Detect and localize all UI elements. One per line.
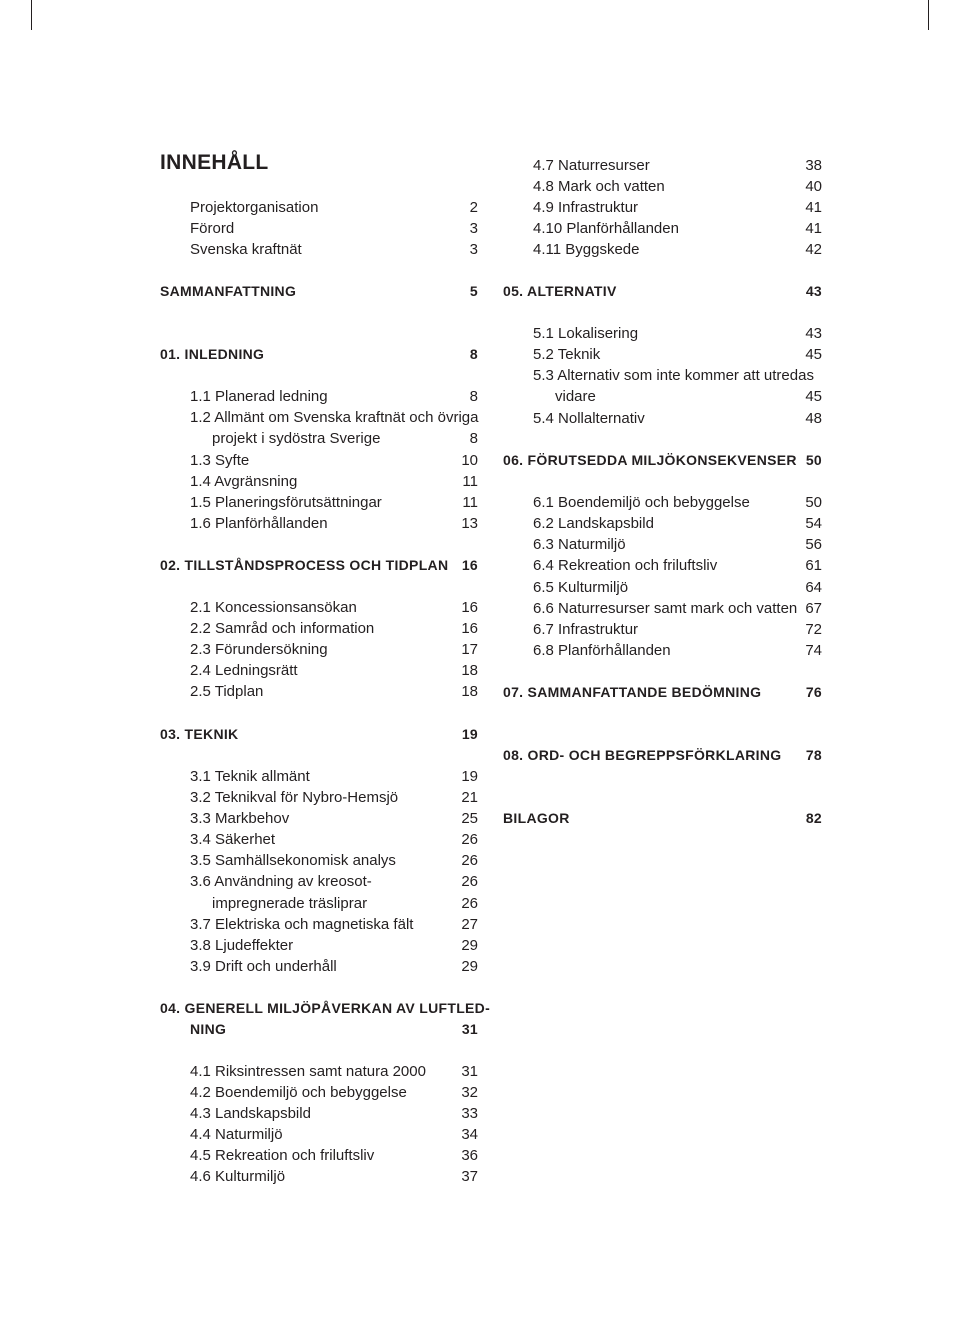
toc-entry[interactable] <box>190 1145 478 1166</box>
toc-entry-page: 18 <box>461 683 478 700</box>
toc-entry[interactable] <box>190 850 478 871</box>
toc-entry-title: 6.2 Landskapsbild <box>533 515 654 532</box>
toc-entry-page: 5 <box>469 283 478 299</box>
toc-entry-page: 8 <box>469 346 478 362</box>
toc-section-heading[interactable] <box>503 450 822 471</box>
toc-entry[interactable] <box>533 640 822 661</box>
toc-entry[interactable] <box>190 239 478 260</box>
page-title: INNEHÅLL <box>160 151 269 174</box>
toc-entry[interactable] <box>533 534 822 555</box>
toc-entry[interactable] <box>533 344 822 365</box>
toc-entry[interactable] <box>190 871 478 892</box>
toc-entry-title: 2.4 Ledningsrätt <box>190 662 298 679</box>
toc-entry-page: 45 <box>805 388 822 405</box>
toc-entry-title: BILAGOR <box>503 810 570 826</box>
toc-entry-title: 1.6 Planförhållanden <box>190 515 328 532</box>
toc-entry-page: 32 <box>461 1084 478 1101</box>
toc-entry-title: 4.4 Naturmiljö <box>190 1126 283 1143</box>
toc-entry-page: 8 <box>469 430 478 447</box>
toc-entry[interactable] <box>533 577 822 598</box>
toc-entry-page: 18 <box>461 662 478 679</box>
toc-entry-title: 1.3 Syfte <box>190 452 250 469</box>
toc-entry-page: 3 <box>469 220 478 237</box>
toc-section-heading[interactable] <box>503 682 822 703</box>
toc-entry-title: 3.5 Samhällsekonomisk analys <box>190 852 396 869</box>
toc-entry-title: 5.1 Lokalisering <box>533 325 639 342</box>
toc-entry-page: 74 <box>805 642 822 659</box>
toc-entry-page: 78 <box>805 747 822 763</box>
toc-entry-page: 64 <box>805 579 822 596</box>
toc-entry-title: 04. GENERELL MILJÖPÅVERKAN AV LUFTLED- <box>160 1000 491 1016</box>
toc-entry-title: 1.2 Allmänt om Svenska kraftnät och övriga <box>190 409 479 426</box>
toc-entry[interactable] <box>533 218 822 239</box>
toc-entry-page: 82 <box>805 810 822 826</box>
toc-entry[interactable] <box>190 893 478 914</box>
toc-entry-title: 6.4 Rekreation och friluftsliv <box>533 557 718 574</box>
toc-entry-title: 1.4 Avgränsning <box>190 473 298 490</box>
toc-entry-title: 01. INLEDNING <box>160 346 265 362</box>
toc-section-heading[interactable] <box>503 808 822 829</box>
toc-entry[interactable] <box>533 365 822 386</box>
toc-entry-page: 36 <box>461 1147 478 1164</box>
toc-entry-title: 6.7 Infrastruktur <box>533 621 639 638</box>
toc-entry-page: 16 <box>461 557 478 573</box>
toc-entry[interactable] <box>190 1124 478 1145</box>
toc-entry-title: 4.1 Riksintressen samt natura 2000 <box>190 1063 426 1080</box>
toc-entry-title: 6.6 Naturresurser samt mark och vatten <box>533 600 798 617</box>
toc-entry-page: 37 <box>461 1168 478 1185</box>
toc-entry-title: 2.1 Koncessionsansökan <box>190 599 357 616</box>
toc-entry-title: 4.10 Planförhållanden <box>533 220 679 237</box>
toc-entry-title: 4.8 Mark och vatten <box>533 178 665 195</box>
toc-entry-page: 19 <box>461 768 478 785</box>
toc-entry-title: vidare <box>555 388 596 405</box>
toc-entry-title: 6.8 Planförhållanden <box>533 642 671 659</box>
toc-entry-title: 03. TEKNIK <box>160 726 239 742</box>
toc-entry-page: 33 <box>461 1105 478 1122</box>
toc-entry-title: 3.4 Säkerhet <box>190 831 276 848</box>
toc-entry-page: 50 <box>805 452 822 468</box>
toc-entry-page: 29 <box>461 937 478 954</box>
toc-entry[interactable] <box>190 428 478 449</box>
toc-entry-page: 3 <box>469 241 478 258</box>
toc-entry-page: 34 <box>461 1126 478 1143</box>
toc-entry[interactable] <box>190 660 478 681</box>
toc-entry-title: projekt i sydöstra Sverige <box>212 430 381 447</box>
toc-entry-page: 54 <box>805 515 822 532</box>
toc-entry[interactable] <box>190 386 478 407</box>
toc-entry-page: 48 <box>805 410 822 427</box>
toc-section-heading[interactable] <box>160 724 478 745</box>
toc-entry-title: 5.2 Teknik <box>533 346 601 363</box>
toc-entry-page: 26 <box>461 895 478 912</box>
toc-entry-page: 21 <box>461 789 478 806</box>
toc-entry-title: 1.5 Planeringsförutsättningar <box>190 494 382 511</box>
toc-entry[interactable] <box>533 555 822 576</box>
toc-entry[interactable] <box>190 492 478 513</box>
toc-entry-page: 11 <box>462 494 478 511</box>
toc-entry-page: 16 <box>461 620 478 637</box>
toc-entry-page: 26 <box>461 852 478 869</box>
toc-entry[interactable] <box>190 618 478 639</box>
toc-entry[interactable] <box>533 323 822 344</box>
toc-entry-title: Förord <box>190 220 235 237</box>
toc-entry[interactable] <box>190 639 478 660</box>
toc-entry-title: 4.7 Naturresurser <box>533 157 650 174</box>
toc-entry-title: NING <box>190 1021 227 1037</box>
toc-entry-title: 4.5 Rekreation och friluftsliv <box>190 1147 375 1164</box>
toc-entry-page: 42 <box>805 241 822 258</box>
toc-entry[interactable] <box>533 408 822 429</box>
toc-entry-page: 29 <box>461 958 478 975</box>
toc-entry[interactable] <box>190 513 478 534</box>
toc-entry[interactable] <box>533 619 822 640</box>
toc-entry[interactable] <box>190 766 478 787</box>
toc-entry-title: 07. SAMMANFATTANDE BEDÖMNING <box>503 684 762 700</box>
toc-entry-title: impregnerade träsliprar <box>212 895 368 912</box>
toc-section-heading[interactable] <box>190 1019 478 1040</box>
toc-entry-title: 4.3 Landskapsbild <box>190 1105 311 1122</box>
toc-entry[interactable] <box>190 808 478 829</box>
toc-entry-title: SAMMANFATTNING <box>160 283 297 299</box>
toc-entry-page: 13 <box>461 515 478 532</box>
toc-entry-title: Svenska kraftnät <box>190 241 302 258</box>
toc-entry-title: 4.11 Byggskede <box>533 241 640 258</box>
toc-entry-page: 56 <box>805 536 822 553</box>
toc-entry[interactable] <box>190 935 478 956</box>
toc-entry-page: 50 <box>805 494 822 511</box>
toc-entry-title: 4.9 Infrastruktur <box>533 199 639 216</box>
toc-entry-page: 43 <box>805 325 822 342</box>
toc-entry-page: 25 <box>461 810 478 827</box>
toc-entry-page: 26 <box>461 873 478 890</box>
toc-entry-page: 43 <box>805 283 822 299</box>
toc-entry[interactable] <box>190 914 478 935</box>
toc-entry[interactable] <box>190 197 478 218</box>
toc-entry-page: 72 <box>805 621 822 638</box>
toc-section-heading[interactable] <box>160 555 478 576</box>
toc-entry-title: 4.2 Boendemiljö och bebyggelse <box>190 1084 407 1101</box>
toc-entry[interactable] <box>533 492 822 513</box>
toc-entry-title: 3.8 Ljudeffekter <box>190 937 294 954</box>
toc-entry[interactable] <box>190 407 478 428</box>
toc-entry-title: 3.1 Teknik allmänt <box>190 768 310 785</box>
toc-entry[interactable] <box>190 218 478 239</box>
toc-entry-title: 2.3 Förundersökning <box>190 641 328 658</box>
toc-entry-title: 02. TILLSTÅNDSPROCESS OCH TIDPLAN <box>160 557 449 573</box>
toc-entry-page: 40 <box>805 178 822 195</box>
toc-entry-page: 76 <box>805 684 822 700</box>
toc-entry-page: 17 <box>461 641 478 658</box>
toc-entry-title: 6.5 Kulturmiljö <box>533 579 629 596</box>
toc-entry[interactable] <box>190 1061 478 1082</box>
toc-entry[interactable] <box>533 239 822 260</box>
toc-entry-page: 45 <box>805 346 822 363</box>
toc-entry-title: 3.7 Elektriska och magnetiska fält <box>190 916 414 933</box>
toc-entry-title: 06. FÖRUTSEDDA MILJÖKONSEKVENSER <box>503 452 797 468</box>
toc-entry-title: 05. ALTERNATIV <box>503 283 617 299</box>
toc-entry-title: 3.3 Markbehov <box>190 810 290 827</box>
toc-entry-title: 1.1 Planerad ledning <box>190 388 328 405</box>
toc-entry-title: 6.1 Boendemiljö och bebyggelse <box>533 494 750 511</box>
toc-entry-page: 19 <box>461 726 478 742</box>
toc-entry-page: 61 <box>805 557 822 574</box>
toc-section-heading[interactable] <box>160 344 478 365</box>
toc-section-heading[interactable] <box>160 998 491 1019</box>
toc-entry-title: 5.4 Nollalternativ <box>533 410 645 427</box>
toc-entry-page: 26 <box>461 831 478 848</box>
toc-entry-title: 08. ORD- OCH BEGREPPSFÖRKLARING <box>503 747 782 763</box>
toc-entry-title: 5.3 Alternativ som inte kommer att utredas <box>533 367 814 384</box>
toc-entry[interactable] <box>190 471 478 492</box>
toc-entry[interactable] <box>533 197 822 218</box>
toc-entry[interactable] <box>533 598 822 619</box>
toc-entry-title: 3.2 Teknikval för Nybro-Hemsjö <box>190 789 399 806</box>
toc-entry-page: 2 <box>469 199 478 216</box>
toc-entry[interactable] <box>533 513 822 534</box>
toc-entry[interactable] <box>190 597 478 618</box>
toc-entry[interactable] <box>190 1166 478 1187</box>
toc-entry-page: 31 <box>461 1021 478 1037</box>
toc-entry[interactable] <box>190 1103 478 1124</box>
toc-entry[interactable] <box>190 787 478 808</box>
toc-entry-page: 11 <box>462 473 478 490</box>
toc-entry-page: 8 <box>469 388 478 405</box>
toc-entry-page: 41 <box>805 199 822 216</box>
crop-mark-right <box>928 0 929 30</box>
toc-entry-title: 6.3 Naturmiljö <box>533 536 626 553</box>
toc-entry-title: 3.9 Drift och underhåll <box>190 958 337 975</box>
toc-entry[interactable] <box>533 176 822 197</box>
toc-entry-page: 67 <box>805 600 822 617</box>
toc-entry-page: 41 <box>805 220 822 237</box>
toc-entry[interactable] <box>190 956 478 977</box>
toc-entry[interactable] <box>190 681 478 702</box>
toc-entry[interactable] <box>190 1082 478 1103</box>
toc-section-heading[interactable] <box>503 745 822 766</box>
toc-entry-title: 3.6 Användning av kreosot- <box>190 873 372 890</box>
toc-entry-page: 38 <box>805 157 822 174</box>
toc-section-heading[interactable] <box>160 281 478 302</box>
toc-entry-page: 16 <box>461 599 478 616</box>
toc-entry-page: 31 <box>461 1063 478 1080</box>
toc-entry[interactable] <box>533 386 822 407</box>
toc-entry-title: 4.6 Kulturmiljö <box>190 1168 286 1185</box>
toc-entry-title: Projektorganisation <box>190 199 319 216</box>
crop-mark-left <box>31 0 32 30</box>
toc-entry[interactable] <box>190 829 478 850</box>
toc-entry-title: 2.2 Samråd och information <box>190 620 375 637</box>
toc-entry[interactable] <box>190 450 478 471</box>
toc-entry-title: 2.5 Tidplan <box>190 683 264 700</box>
toc-section-heading[interactable] <box>503 281 822 302</box>
toc-entry-page: 10 <box>461 452 478 469</box>
toc-entry[interactable] <box>533 155 822 176</box>
toc-entry-page: 27 <box>461 916 478 933</box>
